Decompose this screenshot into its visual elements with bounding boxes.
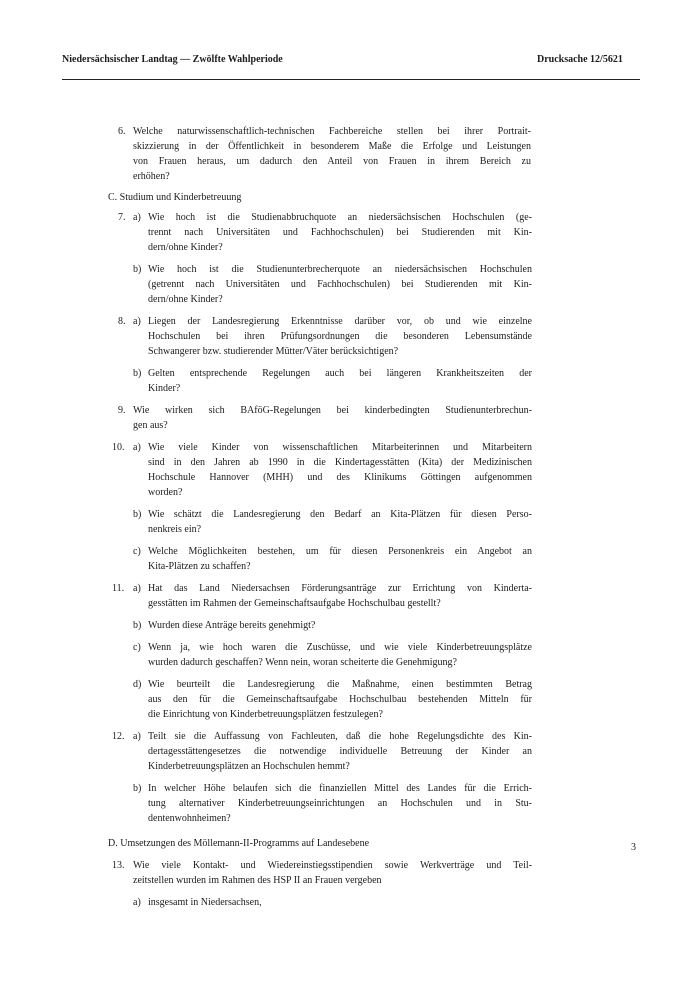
question-text: skizzierung in der Öffentlichkeit in besonderem Maße die Erfolge und Leistungen — [133, 141, 531, 152]
item-label: c) — [133, 546, 141, 557]
item-label: a) — [133, 731, 141, 742]
item-text: Wie hoch ist die Studienunterbrecherquote an niedersächsischen Hochschulen — [148, 264, 532, 275]
question-number: 7. — [118, 212, 126, 223]
item-label: a) — [133, 583, 141, 594]
item-text: dern/ohne Kinder? — [148, 242, 223, 253]
item-label: c) — [133, 642, 141, 653]
item-text: Welche Möglichkeiten bestehen, um für diesen Personenkreis ein Angebot an — [148, 546, 532, 557]
question-number: 10. — [112, 442, 125, 453]
item-label: b) — [133, 509, 142, 520]
question-number: 6. — [118, 126, 126, 137]
item-text: Wenn ja, wie hoch waren die Zuschüsse, und wie viele Kinderbetreuungsplätze — [148, 642, 532, 653]
item-text: Kinder? — [148, 383, 181, 394]
question-number: 13. — [112, 860, 125, 871]
item-label: a) — [133, 897, 141, 908]
item-label: a) — [133, 316, 141, 327]
header-rule — [62, 79, 640, 80]
item-text: Teilt sie die Auffassung von Fachleuten, daß die hohe Regelungsdichte des Kin- — [148, 731, 532, 742]
question-text: Wie viele Kontakt- und Wiedereinstiegsstipendien sowie Werkverträge und Teil- — [133, 860, 532, 871]
question-number: 8. — [118, 316, 126, 327]
document-number: Drucksache 12/5621 — [537, 54, 623, 65]
item-label: b) — [133, 264, 142, 275]
item-text: Wie viele Kinder von wissenschaftlichen Mitarbeiterinnen und Mitarbeitern — [148, 442, 532, 453]
question-text: zeitstellen wurden im Rahmen des HSP II an Frauen vergeben — [133, 875, 382, 886]
item-text: Wie schätzt die Landesregierung den Bedarf an Kita-Plätzen für diesen Perso- — [148, 509, 532, 520]
item-text: Hat das Land Niedersachsen Förderungsanträge zur Errichtung von Kinderta- — [148, 583, 532, 594]
item-text: die Einrichtung von Kinderbetreuungsplätzen festzulegen? — [148, 709, 383, 720]
item-text: nenkreis ein? — [148, 524, 202, 535]
item-text: Hochschule Hannover (MHH) und des Klinikums Göttingen aufgenommen — [148, 472, 532, 483]
item-text: gesstätten im Rahmen der Gemeinschaftsaufgabe Hochschulbau gestellt? — [148, 598, 441, 609]
item-text: Wie beurteilt die Landesregierung die Maßnahme, einen bestimmten Betrag — [148, 679, 532, 690]
item-text: Wurden diese Anträge bereits genehmigt? — [148, 620, 316, 631]
question-text: Wie wirken sich BAföG-Regelungen bei kinderbedingten Studienunterbrechun- — [133, 405, 532, 416]
item-text: Wie hoch ist die Studienabbruchquote an niedersächsischen Hochschulen (ge- — [148, 212, 532, 223]
item-text: Gelten entsprechende Regelungen auch bei längeren Krankheitszeiten der — [148, 368, 532, 379]
item-text: dertagesstättengesetzes die notwendige individuelle Betreuung der Kinder an — [148, 746, 532, 757]
item-label: a) — [133, 212, 141, 223]
running-header-title: Niedersächsischer Landtag — Zwölfte Wahlperiode — [62, 54, 283, 65]
item-label: b) — [133, 368, 142, 379]
item-label: b) — [133, 783, 142, 794]
section-heading-c: C. Studium und Kinderbetreuung — [108, 192, 242, 203]
item-text: Schwangerer bzw. studierender Mütter/Väter berücksichtigen? — [148, 346, 399, 357]
question-text: gen aus? — [133, 420, 168, 431]
question-number: 11. — [112, 583, 125, 594]
question-text: erhöhen? — [133, 171, 170, 182]
item-text: Kinderbetreuungsplätzen an Hochschulen hemmt? — [148, 761, 350, 772]
item-label: b) — [133, 620, 142, 631]
item-text: aus den für die Gemeinschaftsaufgabe Hochschulbau bestehenden Mitteln für — [148, 694, 532, 705]
page-number: 3 — [631, 842, 636, 853]
item-text: trennt nach Universitäten und Fachhochschulen) bei Studierenden mit Kin- — [148, 227, 532, 238]
item-text: tung alternativer Kinderbetreuungseinrichtungen an Hochschulen und in Stu- — [148, 798, 532, 809]
item-text: In welcher Höhe belaufen sich die finanziellen Mittel des Landes für die Errich- — [148, 783, 532, 794]
item-label: d) — [133, 679, 142, 690]
item-label: a) — [133, 442, 141, 453]
item-text: Hochschulen bei ihren Prüfungsordnungen die besonderen Lebensumstände — [148, 331, 532, 342]
item-text: Kita-Plätzen zu schaffen? — [148, 561, 251, 572]
section-heading-d: D. Umsetzungen des Möllemann-II-Programms auf Landesebene — [108, 838, 370, 849]
item-text: worden? — [148, 487, 183, 498]
question-number: 12. — [112, 731, 125, 742]
question-text: Welche naturwissenschaftlich-technischen Fachbereiche stellen bei ihrer Portrait- — [133, 126, 531, 137]
item-text: dentenwohnheimen? — [148, 813, 231, 824]
item-text: insgesamt in Niedersachsen, — [148, 897, 262, 908]
item-text: wurden dadurch geschaffen? Wenn nein, woran scheiterte die Genehmigung? — [148, 657, 457, 668]
item-text: (getrennt nach Universitäten und Fachhochschulen) bei Studierenden mit Kin- — [148, 279, 532, 290]
item-text: dern/ohne Kinder? — [148, 294, 223, 305]
question-number: 9. — [118, 405, 126, 416]
item-text: sind in den Jahren ab 1990 in die Kindertagesstätten (Kita) der Medizinischen — [148, 457, 532, 468]
item-text: Liegen der Landesregierung Erkenntnisse darüber vor, ob und wie einzelne — [148, 316, 532, 327]
question-text: von Frauen heraus, um dadurch den Anteil von Frauen in ihrem Bereich zu — [133, 156, 531, 167]
